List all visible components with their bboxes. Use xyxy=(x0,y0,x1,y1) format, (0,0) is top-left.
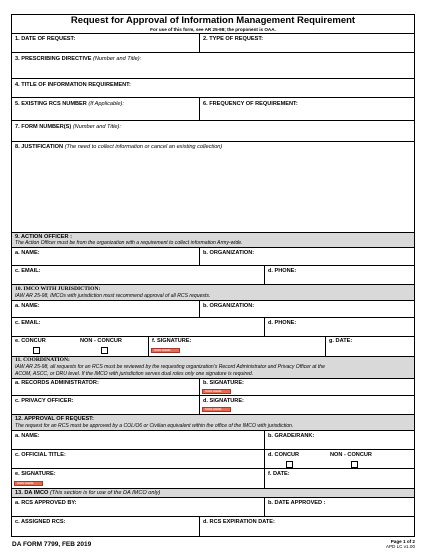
imco-signature-field[interactable]: SIGN HERE xyxy=(151,348,180,353)
form-numbers-label: 7. FORM NUMBER(S) (Number and Title): xyxy=(15,124,121,130)
rule xyxy=(11,97,415,98)
section-9-heading: 9. ACTION OFFICER : xyxy=(15,234,72,240)
assigned-rcs-label: c. ASSIGNED RCS: xyxy=(15,519,66,525)
type-of-request-label: 2. TYPE OF REQUEST: xyxy=(203,36,263,42)
divider xyxy=(264,430,265,488)
title-requirement-label: 4. TITLE OF INFORMATION REQUIREMENT: xyxy=(15,82,131,88)
rule xyxy=(11,120,415,121)
rule xyxy=(11,378,415,379)
date-of-request-label: 1. DATE OF REQUEST: xyxy=(15,36,76,42)
rcs-approved-by-label: a. RCS APPROVED BY: xyxy=(15,500,77,506)
rule xyxy=(11,336,415,337)
divider xyxy=(199,516,200,537)
section-11-note-line-2: ACOM, ASCC, or DRU level. If the IMCO with jurisdiction serves dual roles only one signature is required. xyxy=(15,371,254,377)
approver-official-title-label: c. OFFICIAL TITLE: xyxy=(15,452,66,458)
privacy-officer-signature-field[interactable]: SIGN HERE xyxy=(202,407,231,412)
imco-non-concur-label: NON - CONCUR xyxy=(80,338,122,344)
imco-concur-checkbox[interactable] xyxy=(33,347,40,354)
imco-organization-label: b. ORGANIZATION: xyxy=(203,303,255,309)
form-number-footer: DA FORM 7799, FEB 2019 xyxy=(12,541,92,548)
ao-phone-label: d. PHONE: xyxy=(268,268,297,274)
privacy-officer-signature-label: d. SIGNATURE: xyxy=(203,398,244,404)
approver-name-label: a. NAME: xyxy=(15,433,40,439)
divider xyxy=(264,317,265,336)
rule xyxy=(11,516,415,517)
rcs-expiration-label: d. RCS EXPIRATION DATE: xyxy=(203,519,275,525)
divider xyxy=(199,300,200,317)
divider xyxy=(264,265,265,284)
imco-phone-label: d. PHONE: xyxy=(268,320,297,326)
ao-name-label: a. NAME: xyxy=(15,250,40,256)
divider xyxy=(199,378,200,414)
rule xyxy=(11,300,415,301)
approver-signature-label: e. SIGNATURE: xyxy=(15,471,56,477)
records-admin-signature-field[interactable]: SIGN HERE xyxy=(202,389,231,394)
rule xyxy=(11,141,415,142)
approver-non-concur-checkbox[interactable] xyxy=(351,461,358,468)
approver-concur-checkbox[interactable] xyxy=(286,461,293,468)
rule xyxy=(11,317,415,318)
section-11-heading: 11. COORDINATION: xyxy=(15,357,70,363)
approver-grade-label: b. GRADE/RANK: xyxy=(268,433,315,439)
rule xyxy=(11,52,415,53)
rule xyxy=(11,497,415,498)
divider xyxy=(199,247,200,265)
rule xyxy=(11,395,415,396)
imco-concur-label: e. CONCUR xyxy=(15,338,46,344)
section-10-heading: 10. IMCO WITH JURISDICTION: xyxy=(15,286,101,292)
divider xyxy=(199,33,200,52)
approver-signature-field[interactable]: SIGN HERE xyxy=(14,481,43,486)
rule xyxy=(11,468,415,469)
section-9-note: The Action Officer must be from the organization with a requirement to collect information Army-wide. xyxy=(15,240,243,246)
rule xyxy=(11,33,415,34)
section-12-note: The request for an RCS must be approved by a COL/O6 or Civilian equivalent within the office of the IMCO with jurisdiction. xyxy=(15,423,294,429)
rule xyxy=(11,247,415,248)
privacy-officer-label: c. PRIVACY OFFICER: xyxy=(15,398,74,404)
imco-signature-label: f. SIGNATURE: xyxy=(152,338,192,344)
approver-concur-label: d. CONCUR xyxy=(268,452,300,458)
divider xyxy=(264,497,265,516)
divider xyxy=(199,97,200,120)
imco-email-label: c. EMAIL: xyxy=(15,320,41,326)
section-10-note: IAW AR 25-98, IMCOs with jurisdiction must recommend approval of all RCS requests. xyxy=(15,293,211,299)
ao-organization-label: b. ORGANIZATION: xyxy=(203,250,255,256)
rule xyxy=(11,265,415,266)
form-subtitle: For use of this form, see AR 25-98; the proponent is OAA. xyxy=(150,27,276,32)
ao-email-label: c. EMAIL: xyxy=(15,268,41,274)
imco-name-label: a. NAME: xyxy=(15,303,40,309)
justification-label: 8. JUSTIFICATION (The need to collect information or cancel an existing collection) xyxy=(15,144,223,150)
imco-date-label: g. DATE: xyxy=(329,338,353,344)
rule xyxy=(11,78,415,79)
form-version: APD LC v1.00 xyxy=(385,544,415,549)
rule xyxy=(11,430,415,431)
frequency-label: 6. FREQUENCY OF REQUIREMENT: xyxy=(203,101,298,107)
date-approved-label: b. DATE APPROVED : xyxy=(268,500,326,506)
rule xyxy=(11,449,415,450)
approver-non-concur-label: NON - CONCUR xyxy=(330,452,372,458)
divider xyxy=(148,336,149,356)
records-admin-label: a. RECORDS ADMINISTRATOR: xyxy=(15,380,99,386)
prescribing-directive-label: 3. PRESCRIBING DIRECTIVE (Number and Title): xyxy=(15,56,142,62)
section-11-note-line-1: IAW AR 25-98, all requests for an RCS must be reviewed by the requesting organization's Record Administrator and Privacy Officer at the xyxy=(15,364,325,370)
imco-non-concur-checkbox[interactable] xyxy=(101,347,108,354)
existing-rcs-label: 5. EXISTING RCS NUMBER (If Applicable): xyxy=(15,101,124,107)
approver-date-label: f. DATE: xyxy=(268,471,290,477)
page-number: Page 1 of 2 xyxy=(390,539,415,544)
section-13-heading: 13. DA IMCO (This section is for use of the DA IMCO only) xyxy=(15,490,161,496)
divider xyxy=(325,336,326,356)
section-12-heading: 12. APPROVAL OF REQUEST: xyxy=(15,416,94,422)
form-title: Request for Approval of Information Management Requirement xyxy=(70,15,356,26)
records-admin-signature-label: b. SIGNATURE: xyxy=(203,380,244,386)
